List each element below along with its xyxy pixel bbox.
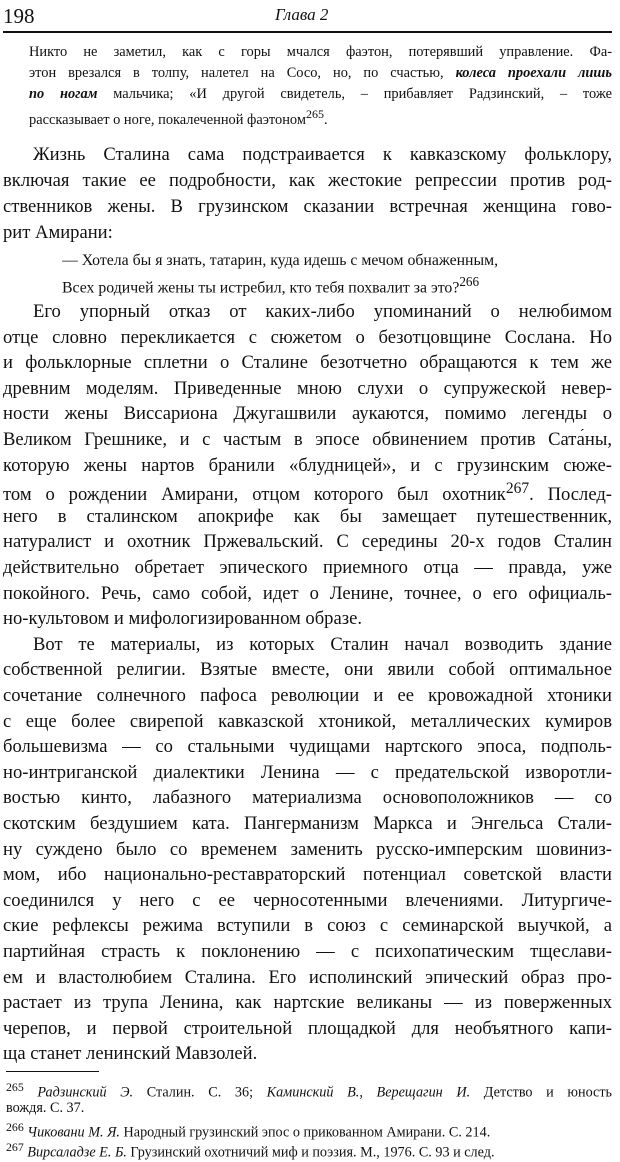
body-line: партийная страсть к поклонению — с психопатическим тщеслави- — [3, 941, 612, 962]
body-line: ем и властолюбием Сталина. Его исполинский эпический образ про- — [3, 966, 612, 988]
body-line: большевизма — со стальными чудищами нартского эпоса, подполь- — [3, 736, 612, 758]
body-line: сочетание солнечного пафоса революции и ее кровожадной хтоники — [3, 685, 612, 706]
body-line: ские рефлексы режима вступили в союз с семинарской выучкой, а — [3, 915, 612, 937]
body-line: Вот те материалы, из которых Сталин начал возводить здание — [33, 633, 612, 655]
body-line: ну суждено было со временем заменить русско-имперским шовиниз- — [3, 838, 612, 860]
body-line: включая такие ее подробности, как жестокие репрессии против род- — [3, 170, 612, 191]
body-line: ности жены Виссариона Джугашвили аукаются, помимо легенды о — [3, 403, 612, 425]
body-line: но-интриганской диалектики Ленина — с предательской изворотли- — [3, 761, 612, 783]
running-header — [3, 4, 613, 30]
body-line: мом, ибо национально-реставраторский потенциал советской власти — [3, 864, 612, 886]
body-line: действительно обретает эпического приемного отца — правда, уже — [3, 557, 612, 578]
body-line: ственников жены. В грузинском сказании встречная женщина гово- — [3, 196, 612, 217]
footnote-265-cont: вождя. С. 37. — [6, 1100, 85, 1117]
body-line: востью кинто, лабазного материализма основоположников — со — [3, 787, 612, 809]
body-line: Великом Грешнике, и с частым в эпосе обвинением против Сата́ны, — [3, 429, 612, 450]
body-line: отце словно перекликается с сюжетом о безотцовщине Сослана. Но — [3, 326, 612, 348]
quote-line: по ногам мальчика; «И другой свидетель, – прибавляет Радзинский, – тоже — [29, 86, 612, 102]
body-line: рит Амирани: — [3, 222, 113, 243]
body-line: ща станет ленинский Мавзолей. — [3, 1043, 258, 1065]
body-line: него в сталинском апокрифе как бы замещает путешественник, — [3, 505, 612, 527]
body-line: покойного. Речь, само собой, идет о Ленине, точнее, о его официаль- — [3, 582, 612, 604]
body-line: черепов, и первой строительной площадкой для необъятного капи- — [3, 1017, 612, 1039]
quote-line: Никто не заметил, как с горы мчался фаэтон, потерявший управление. Фа- — [29, 44, 612, 60]
body-line: древним моделям. Приведенные мною слухи о супружеской невер- — [3, 377, 612, 399]
quote-line: этон врезался в толпу, налетел на Сосо, но, по счастью, колеса проехали лишь — [29, 65, 612, 81]
body-line: Его упорный отказ от каких-либо упоминаний о нелюбимом — [33, 301, 612, 322]
body-line: но-культовом и мифологизированном образе. — [3, 608, 362, 630]
footnote-266: $^{266}$ Чиковани М. Я. Народный грузинский эпос о прикованном Амирани. С. 214. — [6, 1120, 491, 1142]
verse-line: — Хотела бы я знать, татарин, куда идешь с мечом обнаженным, — [62, 252, 499, 269]
footnote-rule — [6, 1071, 99, 1072]
footnote-267: $^{267}$ Вирсаладзе Е. Б. Грузинский охотничий миф и поэзия. М., 1976. С. 93 и след. — [6, 1140, 495, 1162]
body-line: Жизнь Сталина сама подстраивается к кавказскому фольклору, — [33, 144, 612, 165]
quote-line: рассказывает о ноге, покалеченной фаэтоном$^{265}$. — [29, 107, 328, 128]
page-number: 198 — [3, 4, 35, 28]
body-line: с еще более свирепой кавказской хтоникой, металлических кумиров — [3, 710, 612, 732]
body-line: растает из трупа Ленина, как нартские великаны — из поверженных — [3, 992, 612, 1014]
header-rule — [3, 31, 612, 33]
chapter-title: Глава 2 — [275, 5, 329, 24]
body-line: скотским бездушием ката. Пангерманизм Маркса и Энгельса Стали- — [3, 813, 612, 834]
body-line: собственной религии. Взятые вместе, они явили собой оптимальное — [3, 659, 612, 681]
body-line: том о рождении Амирани, отцом которого был охотник$^{267}$. Послед- — [3, 480, 612, 506]
body-line: которую жены нартов бранили «блудницей», и с грузинским сюже- — [3, 454, 612, 476]
body-line: натуралист и охотник Пржевальский. С середины 20-х годов Сталин — [3, 531, 612, 553]
footnote-265: $^{265}$ Радзинский Э. Сталин. С. 36; Каминский В., Верещагин И. Детство и юность — [6, 1080, 612, 1102]
body-line: и фольклорные сплетни о Сталине безотчетно обращаются к тем же — [3, 352, 612, 374]
body-line: соединился у него с ее черносотенными влечениями. Литургиче- — [3, 889, 612, 911]
verse-line: Всех родичей жены ты истребил, кто тебя похвалит за это?$^{266}$ — [62, 274, 480, 297]
